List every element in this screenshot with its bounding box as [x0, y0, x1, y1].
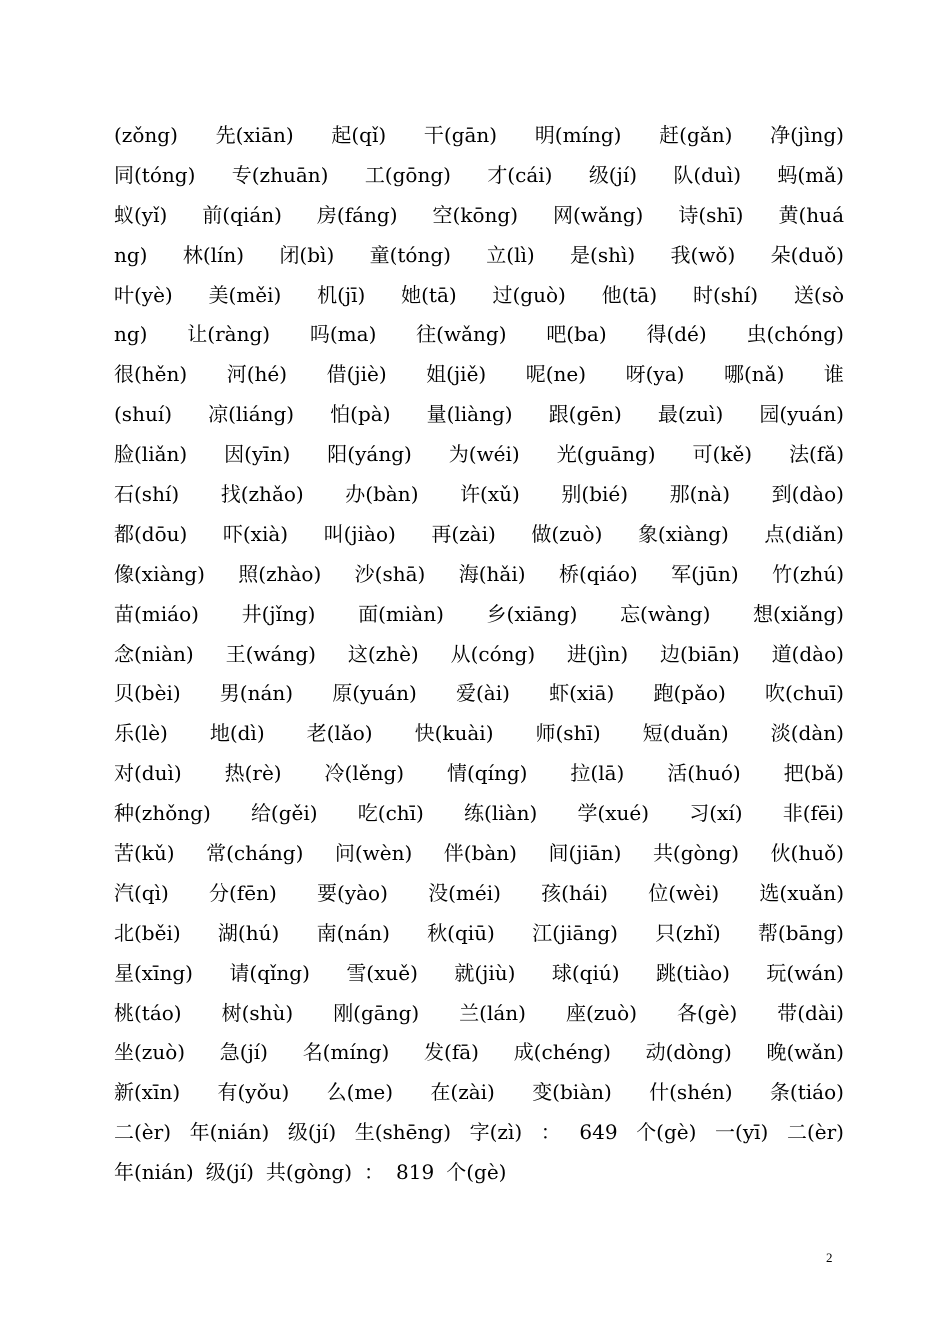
character-entry: 跟(gēn) — [548, 402, 622, 427]
character-entry: 苦(kǔ) — [114, 841, 175, 866]
character-entry: 蚁(yǐ) — [114, 202, 168, 227]
character-entry: 对(duì) — [114, 761, 182, 786]
character-entry: 过(guò) — [492, 282, 566, 307]
character-entry: 因(yīn) — [224, 442, 291, 467]
text-line — [114, 116, 844, 156]
character-entry: 级(jí) — [205, 1160, 254, 1185]
character-entry: 字(zì) — [469, 1120, 523, 1145]
character-entry: 老(lǎo) — [306, 721, 373, 746]
character-entry: 林(lín) — [182, 242, 245, 267]
text-line — [114, 674, 844, 714]
character-entry: 原(yuán) — [332, 681, 417, 706]
character-entry: 桥(qiáo) — [558, 561, 638, 586]
character-entry: 借(jiè) — [326, 362, 387, 387]
character-entry: 量(liàng) — [426, 402, 513, 427]
character-entry: 星(xīng) — [114, 960, 193, 985]
text-line — [114, 355, 844, 395]
character-entry: 带(dài) — [777, 1000, 844, 1025]
character-entry: 一(yī) — [715, 1120, 769, 1145]
character-entry: 沙(shā) — [354, 561, 426, 586]
text-line — [114, 236, 844, 276]
character-entry: 从(cóng) — [450, 641, 536, 666]
character-entry: 名(míng) — [302, 1040, 390, 1065]
text-line — [114, 754, 844, 794]
character-entry: 军(jūn) — [671, 561, 739, 586]
character-entry: 许(xǔ) — [460, 482, 520, 507]
character-entry: 进(jìn) — [567, 641, 629, 666]
character-entry: 立(lì) — [486, 242, 535, 267]
character-entry: 伴(bàn) — [443, 841, 517, 866]
character-entry: 苗(miáo) — [114, 601, 199, 626]
character-entry: 海(hǎi) — [458, 561, 526, 586]
character-entry: 才(cái) — [487, 162, 553, 187]
character-entry: ： — [364, 1160, 385, 1185]
character-entry: 伙(huǒ) — [770, 841, 844, 866]
character-entry: 只(zhǐ) — [655, 920, 721, 945]
character-entry: 念(niàn) — [114, 641, 194, 666]
character-entry: 往(wǎng) — [416, 322, 507, 347]
character-entry: 汽(qì) — [114, 880, 169, 905]
character-entry: 秋(qiū) — [427, 920, 495, 945]
character-entry: 最(zuì) — [657, 402, 724, 427]
character-entry: 赶(gǎn) — [659, 123, 733, 147]
character-entry: 净(jìng) — [770, 123, 844, 147]
character-entry: ng) — [114, 322, 148, 347]
character-entry: 是(shì) — [570, 242, 636, 267]
character-entry: 怕(pà) — [330, 402, 391, 427]
character-entry: 江(jiāng) — [532, 920, 618, 945]
character-entry: 起(qǐ) — [331, 123, 387, 147]
character-entry: 把(bǎ) — [783, 761, 844, 786]
character-entry: 先(xiān) — [215, 123, 294, 147]
text-line — [114, 276, 844, 316]
character-entry: 新(xīn) — [114, 1080, 181, 1105]
character-entry: 乡(xiāng) — [486, 601, 578, 626]
text-line — [114, 1153, 844, 1193]
character-entry: (zǒng) — [114, 123, 178, 147]
character-entry: 时(shí) — [692, 282, 759, 307]
character-entry: 玩(wán) — [766, 960, 844, 985]
character-entry: 同(tóng) — [114, 162, 196, 187]
character-entry: 共(gòng) — [265, 1160, 353, 1185]
text-line — [114, 834, 844, 874]
character-entry: 孩(hái) — [541, 880, 608, 905]
character-entry: 叶(yè) — [114, 282, 173, 307]
character-entry: 哪(nǎ) — [723, 362, 785, 387]
text-line — [114, 714, 844, 754]
character-entry: 各(gè) — [677, 1000, 738, 1025]
character-entry: 湖(hú) — [217, 920, 280, 945]
character-entry: 专(zhuān) — [231, 162, 329, 187]
character-entry: ng) — [114, 242, 148, 267]
character-entry: 地(dì) — [209, 721, 265, 746]
character-entry: 他(tā) — [601, 282, 658, 307]
character-entry: 忘(wàng) — [620, 601, 711, 626]
text-line — [114, 1113, 844, 1153]
character-entry: 么(me) — [326, 1080, 394, 1105]
character-entry: 光(guāng) — [556, 442, 656, 467]
text-line — [114, 156, 844, 196]
character-entry: 那(nà) — [669, 482, 731, 507]
character-entry: 在(zài) — [430, 1080, 495, 1105]
character-entry: 机(jī) — [317, 282, 366, 307]
character-entry: 吗(ma) — [309, 322, 377, 347]
character-entry: 前(qián) — [202, 202, 282, 227]
character-entry: 虾(xiā) — [549, 681, 615, 706]
text-line — [114, 954, 844, 994]
character-entry: 南(nán) — [316, 920, 390, 945]
character-entry: 非(fēi) — [782, 801, 844, 826]
text-line — [114, 435, 844, 475]
character-entry: 房(fáng) — [316, 202, 398, 227]
character-entry: 男(nán) — [219, 681, 294, 706]
character-entry: 贝(bèi) — [114, 681, 181, 706]
character-entry: 园(yuán) — [759, 402, 844, 427]
character-entry: 这(zhè) — [347, 641, 419, 666]
character-entry: 没(méi) — [428, 880, 501, 905]
character-entry: 闭(bì) — [279, 242, 335, 267]
text-line — [114, 515, 844, 555]
character-entry: 到(dào) — [771, 482, 844, 507]
character-entry: 明(míng) — [534, 123, 622, 147]
character-entry: 急(jí) — [219, 1040, 268, 1065]
character-entry: 649 — [579, 1120, 618, 1145]
character-entry: 脸(liǎn) — [114, 442, 188, 467]
character-entry: 照(zhào) — [238, 561, 322, 586]
character-entry: 法(fǎ) — [789, 442, 844, 467]
character-entry: 二(èr) — [786, 1120, 844, 1145]
character-entry: 发(fā) — [424, 1040, 479, 1065]
character-entry: 个(gè) — [636, 1120, 697, 1145]
character-entry: 位(wèi) — [648, 880, 720, 905]
character-entry: 象(xiàng) — [637, 521, 729, 546]
character-entry: 就(jiù) — [454, 960, 516, 985]
character-entry: 常(cháng) — [206, 841, 304, 866]
character-entry: 朵(duǒ) — [770, 242, 844, 267]
text-line — [114, 1073, 844, 1113]
character-entry: 井(jǐng) — [241, 601, 316, 626]
character-entry: 刚(gāng) — [333, 1000, 420, 1025]
character-entry: 吹(chuī) — [765, 681, 844, 706]
character-list — [114, 116, 844, 1193]
character-entry: 谁 — [823, 362, 844, 387]
character-entry: 为(wéi) — [448, 442, 520, 467]
text-line — [114, 315, 844, 355]
text-line — [114, 555, 844, 595]
character-entry: 得(dé) — [646, 322, 707, 347]
character-entry: 级(jí) — [287, 1120, 337, 1145]
character-entry: 拉(lā) — [570, 761, 625, 786]
character-entry: 蚂(mǎ) — [777, 162, 844, 187]
character-entry: 阳(yáng) — [327, 442, 412, 467]
character-entry: 干(gān) — [423, 123, 498, 147]
character-entry: (shuí) — [114, 402, 173, 427]
character-entry: 石(shí) — [114, 482, 180, 507]
text-line — [114, 914, 844, 954]
character-entry: 吓(xià) — [222, 521, 289, 546]
character-entry: ： — [540, 1120, 561, 1145]
character-entry: 桃(táo) — [114, 1000, 182, 1025]
character-entry: 送(sò — [793, 282, 844, 307]
character-entry: 做(zuò) — [531, 521, 603, 546]
character-entry: 我(wǒ) — [670, 242, 736, 267]
character-entry: 爱(ài) — [456, 681, 510, 706]
character-entry: 情(qíng) — [447, 761, 528, 786]
character-entry: 晚(wǎn) — [766, 1040, 844, 1065]
text-line — [114, 794, 844, 834]
character-entry: 诗(shī) — [678, 202, 744, 227]
character-entry: 习(xí) — [689, 801, 743, 826]
character-entry: 间(jiān) — [548, 841, 622, 866]
character-entry: 树(shù) — [221, 1000, 294, 1025]
character-entry: 有(yǒu) — [217, 1080, 290, 1105]
character-entry: 她(tā) — [401, 282, 457, 307]
character-entry: 雪(xuě) — [346, 960, 418, 985]
character-entry: 年(nián) — [114, 1160, 194, 1185]
character-entry: 点(diǎn) — [764, 521, 844, 546]
character-entry: 像(xiàng) — [114, 561, 205, 586]
character-entry: 819 — [396, 1160, 435, 1185]
text-line — [114, 1033, 844, 1073]
character-entry: 热(rè) — [224, 761, 282, 786]
character-entry: 网(wǎng) — [553, 202, 644, 227]
character-entry: 找(zhǎo) — [220, 482, 304, 507]
character-entry: 都(dōu) — [114, 521, 188, 546]
character-entry: 年(nián) — [189, 1120, 270, 1145]
character-entry: 凉(liáng) — [208, 402, 295, 427]
character-entry: 虫(chóng) — [746, 322, 844, 347]
character-entry: 共(gòng) — [652, 841, 740, 866]
character-entry: 可(kě) — [692, 442, 753, 467]
character-entry: 帮(bāng) — [757, 920, 844, 945]
text-line — [114, 874, 844, 914]
character-entry: 河(hé) — [226, 362, 288, 387]
character-entry: 呢(ne) — [525, 362, 587, 387]
character-entry: 黄(huá — [778, 202, 844, 227]
character-entry: 问(wèn) — [334, 841, 413, 866]
character-entry: 级(jí) — [588, 162, 638, 187]
character-entry: 再(zài) — [431, 521, 496, 546]
character-entry: 美(měi) — [208, 282, 282, 307]
character-entry: 分(fēn) — [209, 880, 277, 905]
character-entry: 跳(tiào) — [655, 960, 730, 985]
character-entry: 生(shēng) — [354, 1120, 452, 1145]
text-line — [114, 475, 844, 515]
character-entry: 边(biān) — [660, 641, 740, 666]
character-entry: 要(yào) — [317, 880, 388, 905]
character-entry: 个(gè) — [446, 1160, 507, 1185]
page-number: 2 — [826, 1250, 833, 1265]
character-entry: 让(ràng) — [187, 322, 271, 347]
character-entry: 队(duì) — [673, 162, 742, 187]
character-entry: 请(qǐng) — [229, 960, 310, 985]
character-entry: 动(dòng) — [645, 1040, 732, 1065]
character-entry: 办(bàn) — [345, 482, 419, 507]
character-entry: 师(shī) — [535, 721, 601, 746]
text-line — [114, 595, 844, 635]
character-entry: 种(zhǒng) — [114, 801, 211, 826]
text-line — [114, 635, 844, 675]
character-entry: 二(èr) — [114, 1120, 172, 1145]
character-entry: 淡(dàn) — [770, 721, 844, 746]
character-entry: 吧(ba) — [546, 322, 607, 347]
character-entry: 兰(lán) — [459, 1000, 526, 1025]
character-entry: 工(gōng) — [364, 162, 451, 187]
character-entry: 空(kōng) — [432, 202, 518, 227]
character-entry: 给(gěi) — [250, 801, 318, 826]
character-entry: 选(xuǎn) — [759, 880, 844, 905]
character-entry: 面(miàn) — [358, 601, 444, 626]
text-line — [114, 994, 844, 1034]
character-entry: 童(tóng) — [369, 242, 451, 267]
character-entry: 冷(lěng) — [324, 761, 405, 786]
character-entry: 竹(zhú) — [772, 561, 844, 586]
character-entry: 变(biàn) — [532, 1080, 612, 1105]
character-entry: 跑(pǎo) — [653, 681, 726, 706]
character-entry: 条(tiáo) — [769, 1080, 844, 1105]
character-entry: 姐(jiě) — [426, 362, 487, 387]
character-entry: 很(hěn) — [114, 362, 188, 387]
character-entry: 成(chéng) — [513, 1040, 611, 1065]
character-entry: 快(kuài) — [414, 721, 494, 746]
character-entry: 坐(zuò) — [114, 1040, 186, 1065]
character-entry: 想(xiǎng) — [753, 601, 844, 626]
character-entry: 别(bié) — [561, 482, 629, 507]
character-entry: 乐(lè) — [114, 721, 168, 746]
character-entry: 活(huó) — [667, 761, 741, 786]
text-line — [114, 395, 844, 435]
character-entry: 学(xué) — [577, 801, 650, 826]
character-entry: 北(běi) — [114, 920, 181, 945]
character-entry: 球(qiú) — [551, 960, 620, 985]
character-entry: 叫(jiào) — [323, 521, 396, 546]
character-entry: 什(shén) — [649, 1080, 733, 1105]
character-entry: 练(liàn) — [464, 801, 538, 826]
character-entry: 呀(ya) — [625, 362, 685, 387]
character-entry: 道(dào) — [771, 641, 844, 666]
character-entry: 座(zuò) — [565, 1000, 638, 1025]
character-entry: 王(wáng) — [225, 641, 316, 666]
text-line — [114, 196, 844, 236]
character-entry: 吃(chī) — [357, 801, 424, 826]
character-entry: 短(duǎn) — [642, 721, 729, 746]
